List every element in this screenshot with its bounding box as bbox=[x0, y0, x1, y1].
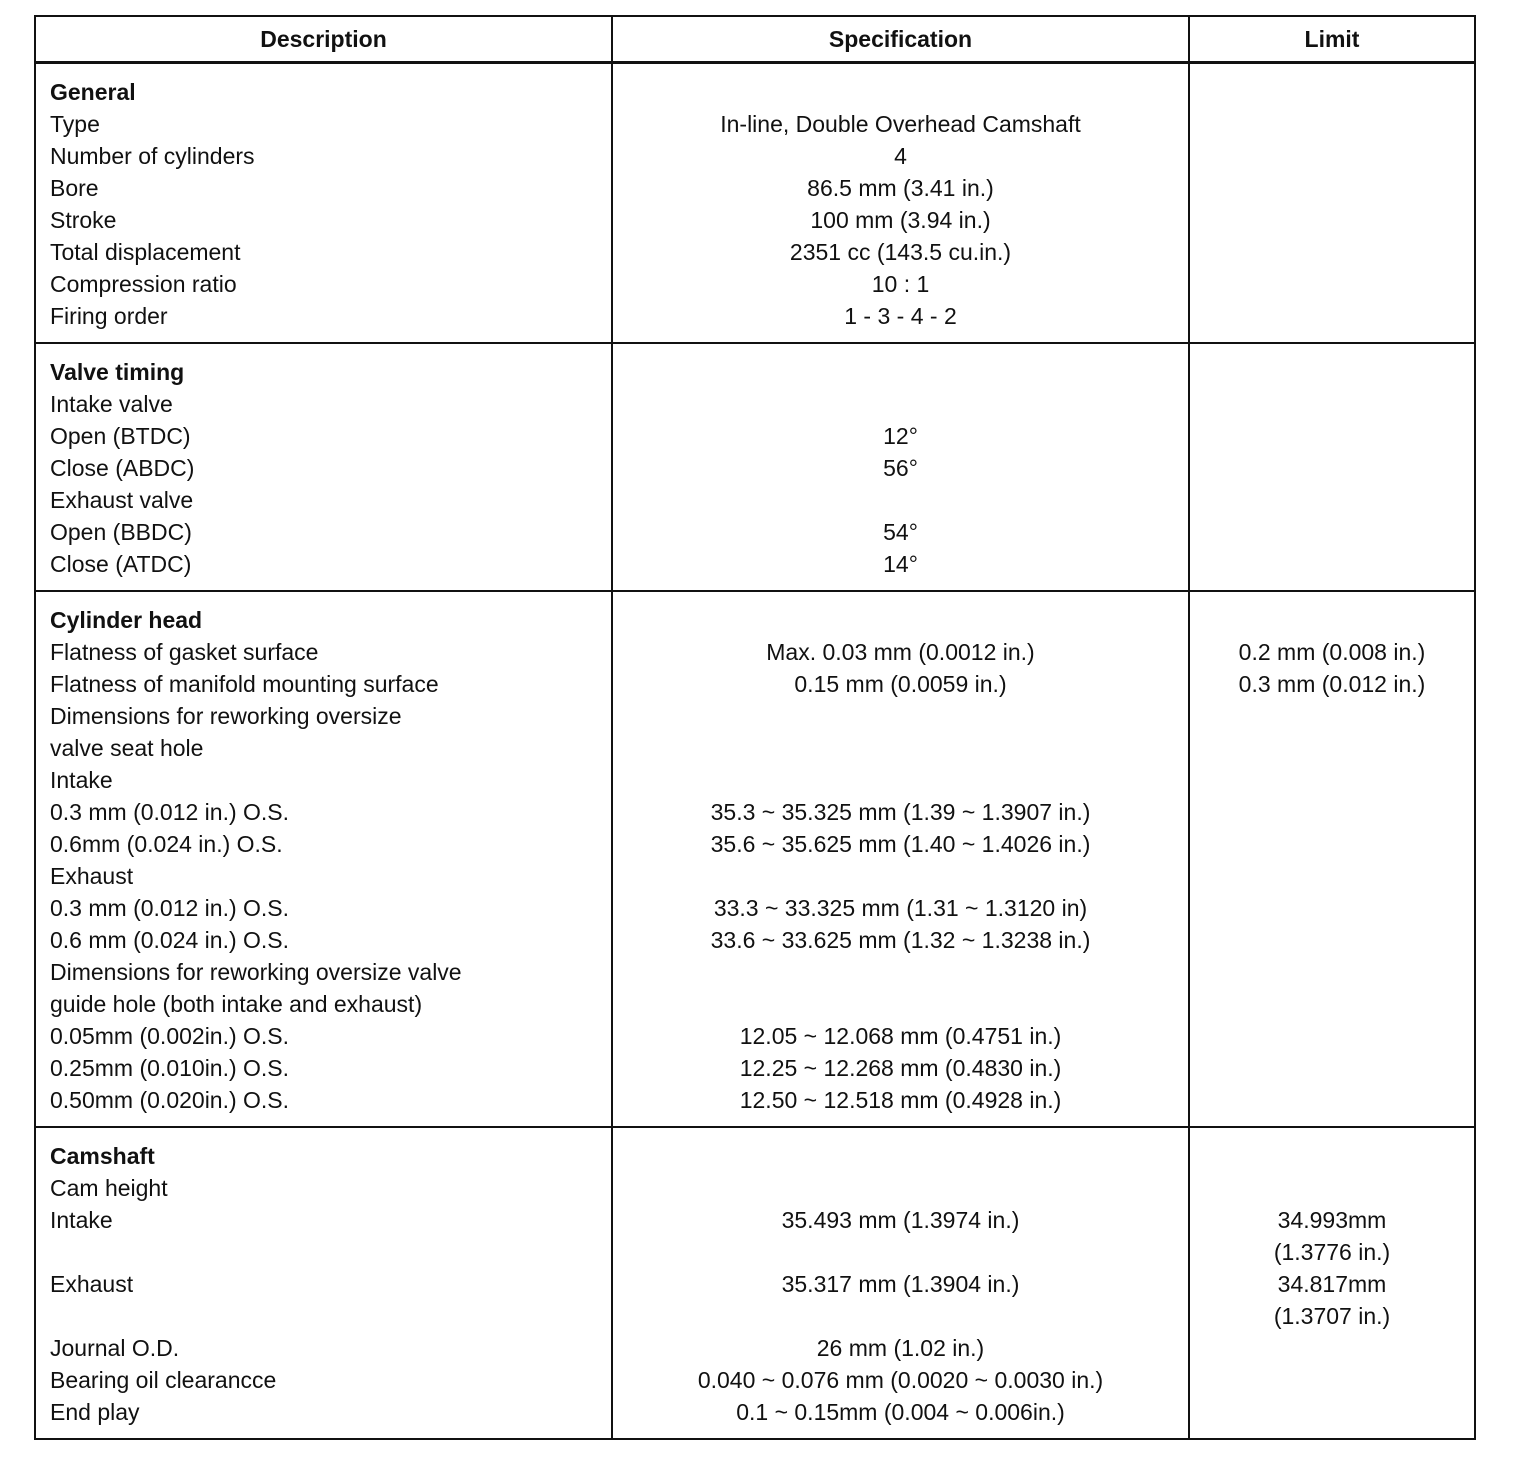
limit-line bbox=[1190, 1052, 1474, 1084]
description-line: Flatness of manifold mounting surface bbox=[50, 671, 439, 697]
specification-line: 35.6 ~ 35.625 mm (1.40 ~ 1.4026 in.) bbox=[710, 831, 1091, 857]
specification-line: 100 mm (3.94 in.) bbox=[810, 207, 991, 233]
description-line: valve seat hole bbox=[50, 735, 204, 761]
description-cell bbox=[35, 591, 612, 1127]
spec-table bbox=[34, 15, 1476, 1440]
specification-line: 12.25 ~ 12.268 mm (0.4830 in.) bbox=[739, 1055, 1062, 1081]
description-cell bbox=[35, 63, 612, 344]
limit-cell bbox=[1189, 343, 1475, 591]
description-line: Bearing oil clearancce bbox=[50, 1367, 277, 1393]
limit-line-empty bbox=[1190, 76, 1474, 108]
limit-line bbox=[1190, 700, 1474, 732]
limit-line bbox=[1190, 892, 1474, 924]
specification-line: Max. 0.03 mm (0.0012 in.) bbox=[766, 639, 1035, 665]
description-line bbox=[36, 1236, 611, 1268]
description-line: guide hole (both intake and exhaust) bbox=[50, 991, 423, 1017]
limit-cell bbox=[1189, 1127, 1475, 1439]
limit-line bbox=[1190, 236, 1474, 268]
limit-line bbox=[1190, 204, 1474, 236]
header-row bbox=[35, 16, 1475, 63]
limit-line bbox=[1190, 924, 1474, 956]
specification-line bbox=[613, 860, 1188, 892]
specification-line: 0.15 mm (0.0059 in.) bbox=[794, 671, 1007, 697]
description-line: Exhaust valve bbox=[50, 487, 194, 513]
table-header bbox=[35, 16, 1475, 63]
limit-line bbox=[1190, 1020, 1474, 1052]
specification-line: 86.5 mm (3.41 in.) bbox=[807, 175, 994, 201]
limit-line bbox=[1190, 828, 1474, 860]
limit-line bbox=[1190, 484, 1474, 516]
limit-line bbox=[1190, 388, 1474, 420]
limit-line bbox=[1190, 140, 1474, 172]
specification-line: 0.1 ~ 0.15mm (0.004 ~ 0.006in.) bbox=[736, 1399, 1065, 1425]
specification-cell bbox=[612, 63, 1189, 344]
specification-line: 12° bbox=[883, 423, 918, 449]
specification-line bbox=[613, 732, 1188, 764]
description-line: Flatness of gasket surface bbox=[50, 639, 319, 665]
table-body bbox=[35, 63, 1475, 1440]
limit-line bbox=[1190, 108, 1474, 140]
limit-line: 34.993mm bbox=[1277, 1207, 1387, 1233]
description-line: Journal O.D. bbox=[50, 1335, 180, 1361]
limit-line-empty bbox=[1190, 356, 1474, 388]
limit-line bbox=[1190, 172, 1474, 204]
limit-line bbox=[1190, 300, 1474, 332]
specification-line: 35.3 ~ 35.325 mm (1.39 ~ 1.3907 in.) bbox=[710, 799, 1091, 825]
specification-line bbox=[613, 388, 1188, 420]
section-title: Valve timing bbox=[50, 359, 185, 385]
section-row bbox=[35, 63, 1475, 344]
limit-line-empty bbox=[1190, 1140, 1474, 1172]
description-line: Type bbox=[50, 111, 100, 137]
header-limit: Limit bbox=[1189, 16, 1475, 63]
description-line: Open (BTDC) bbox=[50, 423, 191, 449]
description-line: Dimensions for reworking oversize bbox=[50, 703, 402, 729]
description-cell bbox=[35, 1127, 612, 1439]
description-line: Bore bbox=[50, 175, 99, 201]
specification-line: 33.6 ~ 33.625 mm (1.32 ~ 1.3238 in.) bbox=[710, 927, 1091, 953]
specification-line: 0.040 ~ 0.076 mm (0.0020 ~ 0.0030 in.) bbox=[697, 1367, 1104, 1393]
specification-line: 35.493 mm (1.3974 in.) bbox=[781, 1207, 1020, 1233]
specification-cell bbox=[612, 591, 1189, 1127]
description-line: Exhaust bbox=[50, 863, 134, 889]
description-line: Compression ratio bbox=[50, 271, 237, 297]
description-line: 0.3 mm (0.012 in.) O.S. bbox=[50, 799, 290, 825]
specification-line: 54° bbox=[883, 519, 918, 545]
section-row bbox=[35, 1127, 1475, 1439]
specification-line: 35.317 mm (1.3904 in.) bbox=[781, 1271, 1020, 1297]
description-line: Close (ATDC) bbox=[50, 551, 192, 577]
specification-line bbox=[613, 956, 1188, 988]
section-title: Camshaft bbox=[50, 1143, 155, 1169]
description-line: Cam height bbox=[50, 1175, 168, 1201]
description-line: Intake bbox=[50, 1207, 113, 1233]
limit-line bbox=[1190, 764, 1474, 796]
section-row bbox=[35, 591, 1475, 1127]
description-line: 0.25mm (0.010in.) O.S. bbox=[50, 1055, 290, 1081]
header-description: Description bbox=[35, 16, 612, 63]
limit-line bbox=[1190, 732, 1474, 764]
specification-line: 14° bbox=[883, 551, 918, 577]
description-line: Dimensions for reworking oversize valve bbox=[50, 959, 462, 985]
limit-line: (1.3776 in.) bbox=[1273, 1239, 1391, 1265]
description-line: 0.3 mm (0.012 in.) O.S. bbox=[50, 895, 290, 921]
description-line: Firing order bbox=[50, 303, 168, 329]
limit-cell bbox=[1189, 63, 1475, 344]
limit-line-empty bbox=[1190, 604, 1474, 636]
specification-line: In-line, Double Overhead Camshaft bbox=[720, 111, 1081, 137]
limit-line: 0.3 mm (0.012 in.) bbox=[1238, 671, 1426, 697]
specification-line: 12.05 ~ 12.068 mm (0.4751 in.) bbox=[739, 1023, 1062, 1049]
limit-line bbox=[1190, 988, 1474, 1020]
specification-line bbox=[613, 484, 1188, 516]
section-title: Cylinder head bbox=[50, 607, 203, 633]
spec-line-empty bbox=[613, 76, 1188, 108]
specification-line bbox=[613, 764, 1188, 796]
specification-line bbox=[613, 988, 1188, 1020]
description-line bbox=[36, 1300, 611, 1332]
limit-line bbox=[1190, 452, 1474, 484]
specification-cell bbox=[612, 343, 1189, 591]
specification-line bbox=[613, 1172, 1188, 1204]
specification-line bbox=[613, 1300, 1188, 1332]
limit-line bbox=[1190, 860, 1474, 892]
description-line: 0.50mm (0.020in.) O.S. bbox=[50, 1087, 290, 1113]
description-line: Number of cylinders bbox=[50, 143, 255, 169]
description-line: 0.6mm (0.024 in.) O.S. bbox=[50, 831, 283, 857]
description-cell bbox=[35, 343, 612, 591]
spec-line-empty bbox=[613, 1140, 1188, 1172]
description-line: Open (BBDC) bbox=[50, 519, 192, 545]
limit-line bbox=[1190, 956, 1474, 988]
description-line: Total displacement bbox=[50, 239, 241, 265]
spec-line-empty bbox=[613, 604, 1188, 636]
header-specification: Specification bbox=[612, 16, 1189, 63]
description-line: Intake bbox=[50, 767, 113, 793]
description-line: Close (ABDC) bbox=[50, 455, 195, 481]
specification-line: 56° bbox=[883, 455, 918, 481]
spec-line-empty bbox=[613, 356, 1188, 388]
limit-line bbox=[1190, 516, 1474, 548]
limit-line bbox=[1190, 1172, 1474, 1204]
specification-line bbox=[613, 1236, 1188, 1268]
section-row bbox=[35, 343, 1475, 591]
description-line: Intake valve bbox=[50, 391, 173, 417]
description-line: End play bbox=[50, 1399, 140, 1425]
limit-line bbox=[1190, 1364, 1474, 1396]
specification-line: 2351 cc (143.5 cu.in.) bbox=[789, 239, 1012, 265]
section-title: General bbox=[50, 79, 136, 105]
specification-line: 10 : 1 bbox=[871, 271, 930, 297]
specification-line: 26 mm (1.02 in.) bbox=[816, 1335, 985, 1361]
limit-line bbox=[1190, 548, 1474, 580]
specification-line: 1 - 3 - 4 - 2 bbox=[844, 303, 957, 329]
limit-line bbox=[1190, 268, 1474, 300]
specification-line bbox=[613, 700, 1188, 732]
description-line: Exhaust bbox=[50, 1271, 134, 1297]
description-line: 0.6 mm (0.024 in.) O.S. bbox=[50, 927, 290, 953]
limit-line bbox=[1190, 1332, 1474, 1364]
specification-line: 12.50 ~ 12.518 mm (0.4928 in.) bbox=[739, 1087, 1062, 1113]
specification-line: 4 bbox=[894, 143, 907, 169]
specification-line: 33.3 ~ 33.325 mm (1.31 ~ 1.3120 in) bbox=[713, 895, 1088, 921]
limit-cell bbox=[1189, 591, 1475, 1127]
specification-cell bbox=[612, 1127, 1189, 1439]
limit-line bbox=[1190, 1396, 1474, 1428]
limit-line bbox=[1190, 420, 1474, 452]
limit-line: 0.2 mm (0.008 in.) bbox=[1238, 639, 1426, 665]
limit-line: 34.817mm bbox=[1277, 1271, 1387, 1297]
description-line: 0.05mm (0.002in.) O.S. bbox=[50, 1023, 290, 1049]
limit-line: (1.3707 in.) bbox=[1273, 1303, 1391, 1329]
description-line: Stroke bbox=[50, 207, 117, 233]
limit-line bbox=[1190, 1084, 1474, 1116]
limit-line bbox=[1190, 796, 1474, 828]
